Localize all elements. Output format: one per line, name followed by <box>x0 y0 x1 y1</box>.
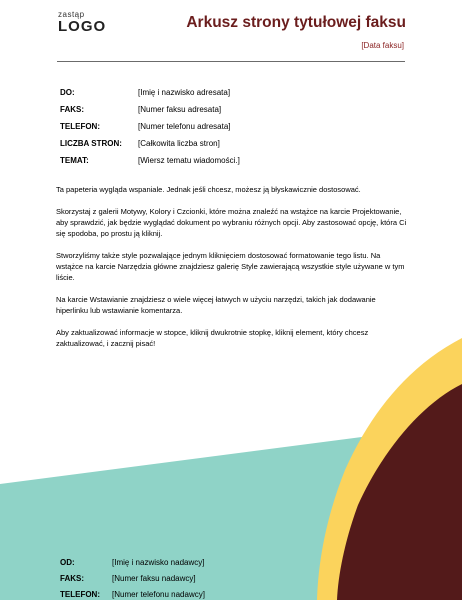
subject-row <box>60 152 240 169</box>
from-label: OD: <box>60 557 75 567</box>
message-body[interactable] <box>56 184 408 360</box>
sender-fields <box>60 554 205 600</box>
recipient-fax-field[interactable]: [Numer faksu adresata] <box>138 105 222 114</box>
sender-fax-field[interactable]: [Numer faksu nadawcy] <box>112 573 196 583</box>
pages-label: LICZBA STRON: <box>60 139 122 148</box>
recipient-phone-field[interactable]: [Numer telefonu adresata] <box>138 122 231 131</box>
sender-phone-field[interactable]: [Numer telefonu nadawcy] <box>112 589 205 599</box>
body-paragraph-3: Stworzyliśmy także style pozwalające jednym kliknięciem dostosować formatowanie tego listu. Na wstążce na karcie Narzędzia główne znajdziesz galerię Style zawierającą wszystkie style używane w tym liście. <box>56 250 405 283</box>
body-paragraph-2: Skorzystaj z galerii Motywy, Kolory i Czcionki, które można znaleźć na wstążce na karcie Projektowanie, aby sprawdzić, jak będzie wyglądać dokument po wybraniu różnych opcji. Aby zastosować opcję, która Ci się spodoba, po prostu ją kliknij. <box>56 206 407 239</box>
sender-name-field[interactable]: [Imię i nazwisko nadawcy] <box>112 557 205 567</box>
subject-field[interactable]: [Wiersz tematu wiadomości.] <box>138 156 240 165</box>
fax-row <box>60 101 240 118</box>
sender-phone-label: TELEFON: <box>60 589 100 599</box>
subject-label: TEMAT: <box>60 156 89 165</box>
body-paragraph-5: Aby zaktualizować informacje w stopce, kliknij dwukrotnie stopkę, kliknij element, który chcesz zaktualizować, i zacznij pisać! <box>56 327 369 349</box>
recipient-fields <box>60 84 240 169</box>
fax-date-field[interactable]: [Data faksu] <box>361 41 404 50</box>
phone-label: TELEFON: <box>60 122 100 131</box>
logo-placeholder[interactable] <box>58 10 106 35</box>
body-paragraph-4: Na karcie Wstawianie znajdziesz o wiele więcej łatwych w użyciu narzędzi, takich jak dodawanie hiperlinku lub wstawianie komentarza. <box>56 294 376 316</box>
pages-row <box>60 135 240 152</box>
phone-row <box>60 118 240 135</box>
sender-phone-row <box>60 586 205 600</box>
recipient-name-field[interactable]: [Imię i nazwisko adresata] <box>138 88 231 97</box>
to-row <box>60 84 240 101</box>
sender-fax-row <box>60 570 205 586</box>
from-row <box>60 554 205 570</box>
to-label: DO: <box>60 88 75 97</box>
body-paragraph-1: Ta papeteria wygląda wspaniale. Jednak jeśli chcesz, możesz ją błyskawicznie dostosować. <box>56 185 361 194</box>
page-count-field[interactable]: [Całkowita liczba stron] <box>138 139 220 148</box>
logo-text: LOGO <box>58 18 107 35</box>
page-title: Arkusz strony tytułowej faksu <box>186 14 406 31</box>
fax-label: FAKS: <box>60 105 84 114</box>
header-divider <box>57 61 405 62</box>
logo-replace-label: zastąp <box>58 10 85 19</box>
sender-fax-label: FAKS: <box>60 573 84 583</box>
